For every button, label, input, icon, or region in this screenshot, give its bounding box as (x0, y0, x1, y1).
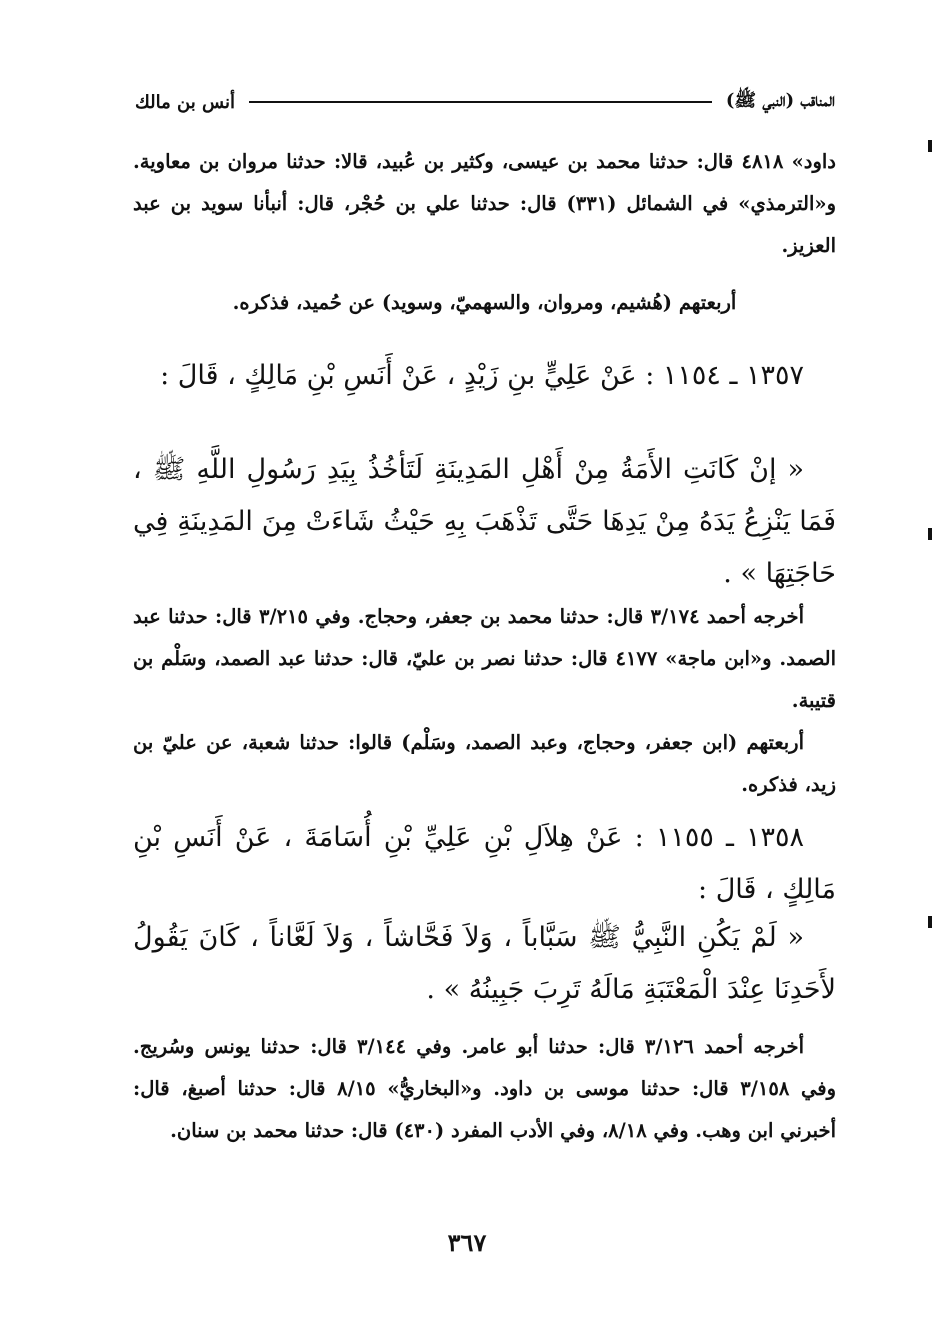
takhrij-summary-2: أربعتهم (ابن جعفر، وحجاج، وعبد الصمد، وسَلْم) قالوا: حدثنا شعبة، عن عليّ بن زيد، فذكره. (133, 731, 836, 796)
takhrij-paragraph-2: أخرجه أحمد ٣/١٧٤ قال: حدثنا محمد بن جعفر، وحجاج. وفي ٣/٢١٥ قال: حدثنا عبد الصمد. و«ابن ماجة» ٤١٧٧ قال: حدثنا نصر بن عليّ، قال: حدثنا عبد الصمد، وسَلْم بن قتيبة. (133, 605, 836, 712)
hadith-1357-heading: ١٣٥٧ ـ ١١٥٤ : عَنْ عَلِيٍّ بنِ زَيْدٍ ، عَنْ أَنَسِ بْنِ مَالِكٍ ، قَالَ : (160, 360, 804, 391)
margin-mark-middle (928, 528, 932, 540)
takhrij-paragraph-3: أخرجه أحمد ٣/١٢٦ قال: حدثنا أبو عامر. وفي ٣/١٤٤ قال: حدثنا يونس وسُريج. وفي ٣/١٥٨ قال: حدثنا موسى بن داود. و«البخاريُّ» ٨/١٥ قال: حدثنا أصبغ، قال: أخبرني ابن وهب. وفي ٨/١٨، وفي الأدب المفرد (٤٣٠) قال: حدثنا محمد بن سنان. (133, 1035, 837, 1142)
hadith-1358-heading: ١٣٥٨ ـ ١١٥٥ : عَنْ هِلاَلِ بْنِ عَلِيِّ بْنِ أُسَامَةَ ، عَنْ أَنَسِ بْنِ مَالِكٍ ، قَالَ : (133, 822, 836, 905)
header-section-title: أنس بن مالك (135, 91, 235, 113)
hadith-1357-text: « إنْ كَانَتِ الأَمَةُ مِنْ أَهْلِ المَدِينَةِ لَتَأخُذُ بِيَدِ رَسُولِ اللَّهِ ﷺ ، فَمَا يَنْزِعُ يَدَهُ مِنْ يَدِهَا حَتَّى تَذْهَبَ بِهِ حَيْثُ شَاءَتْ مِنَ المَدِينَةِ فِي حَاجَتِهَا » . (133, 454, 836, 589)
takhrij-summary-1: أربعتهم (هُشيم، ومروان، والسهميّ، وسويد) عن حُميد، فذكره. (232, 291, 737, 314)
margin-mark-top (928, 140, 932, 152)
header-rule (249, 101, 712, 103)
running-header (135, 88, 835, 116)
header-chapter-title: المناقب (النبي ﷺ) (725, 90, 835, 111)
hadith-1358-text: « لَمْ يَكُنِ النَّبِيُّ ﷺ سَبَّاباً ، وَلاَ فَحَّاشاً ، وَلاَ لَعَّاناً ، كَانَ يَقُولُ لأَحَدِنَا عِنْدَ الْمَعْتَبَةِ مَالَهُ تَرِبَ جَبِينُهُ » . (133, 922, 836, 1005)
margin-mark-bottom (928, 916, 932, 928)
page-number: ٣٦٧ (447, 1228, 487, 1257)
takhrij-paragraph-1: داود» ٤٨١٨ قال: حدثنا محمد بن عيسى، وكثير بن عُبيد، قالا: حدثنا مروان بن معاوية. و«الترمذي» في الشمائل (٣٣١) قال: حدثنا علي بن حُجْر، قال: أنبأنا سويد بن عبد العزيز. (133, 150, 836, 257)
